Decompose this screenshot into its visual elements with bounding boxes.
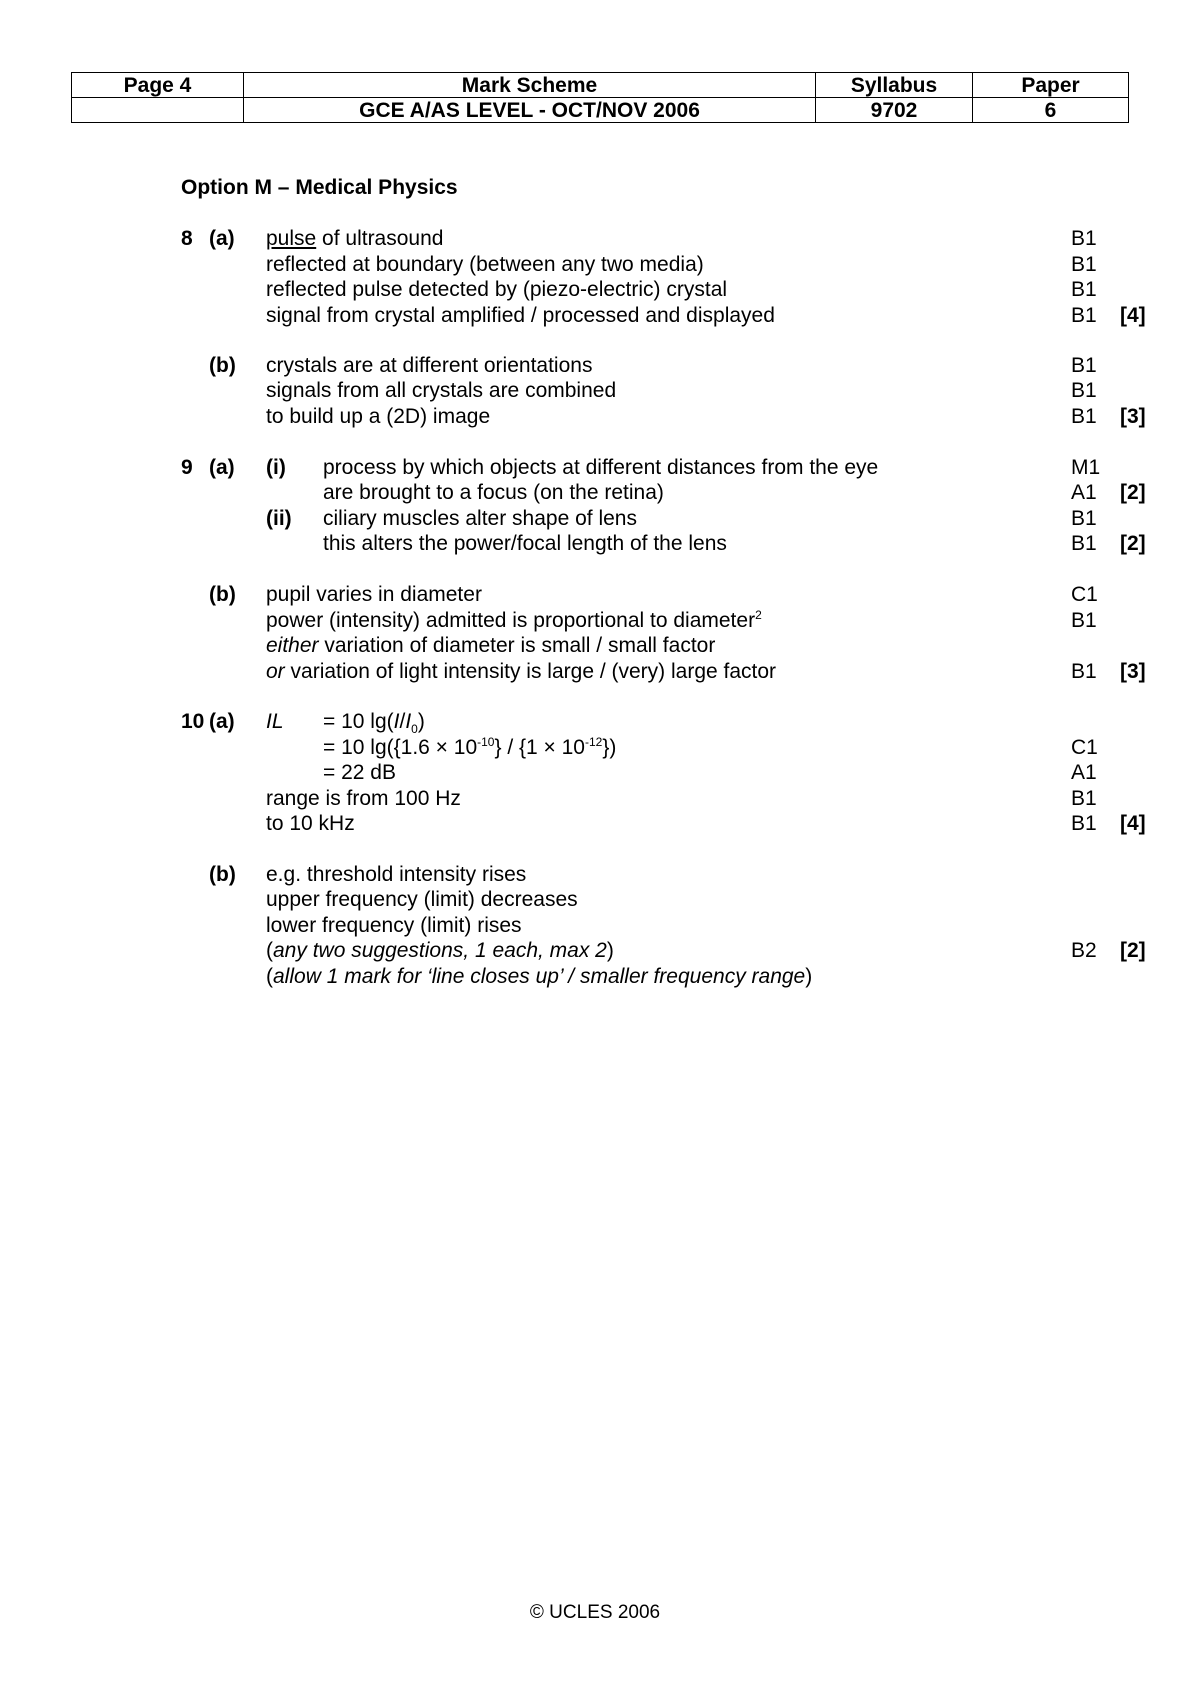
q9b-line-3: either variation of diameter is small / small factor [266, 634, 716, 657]
header-syllabus: Syllabus [816, 73, 973, 98]
header-value-row [72, 98, 1129, 123]
q9a-i-line-1: process by which objects at different distances from the eye [323, 456, 879, 479]
q10-part-b-label: (b) [209, 863, 236, 886]
total-marks: [2] [1120, 481, 1146, 504]
header-paper-number: 6 [973, 98, 1129, 123]
q8b-line-2: signals from all crystals are combined [266, 379, 617, 402]
mark: B1 [1071, 787, 1097, 810]
q8a-line-4: signal from crystal amplified / processed and displayed [266, 304, 775, 327]
question-9-number: 9 [181, 456, 193, 479]
mark: B1 [1071, 253, 1097, 276]
mark: B1 [1071, 812, 1097, 835]
mark: B1 [1071, 660, 1097, 683]
total-marks: [2] [1120, 532, 1146, 555]
total-marks: [2] [1120, 939, 1146, 962]
q9a-sub-ii-label: (ii) [266, 507, 292, 530]
q8a-line-3: reflected pulse detected by (piezo-electric) crystal [266, 278, 728, 301]
mark: B1 [1071, 532, 1097, 555]
header-page-value [72, 98, 244, 123]
mark: B1 [1071, 304, 1097, 327]
total-marks: [4] [1120, 304, 1146, 327]
q9a-ii-line-1: ciliary muscles alter shape of lens [323, 507, 637, 530]
mark: B1 [1071, 227, 1097, 250]
header-syllabus-code: 9702 [816, 98, 973, 123]
mark: B1 [1071, 405, 1097, 428]
question-8-number: 8 [181, 227, 193, 250]
header-mark-scheme: Mark Scheme [244, 73, 816, 98]
q10a-equation-2: = 10 $\lg(\{1.6 \times 10^{-10}\} / \{1 \times 10^{-12}\})$ [323, 735, 617, 759]
mark: B1 [1071, 278, 1097, 301]
header-table [71, 72, 1129, 123]
mark: B1 [1071, 609, 1097, 632]
q9b-line-1: pupil varies in diameter [266, 583, 482, 606]
total-marks: [3] [1120, 660, 1146, 683]
total-marks: [3] [1120, 405, 1146, 428]
q10a-equation-1: = 10 $\lg(I/I_0)$ [323, 710, 425, 737]
mark: A1 [1071, 761, 1097, 784]
footer-copyright: © UCLES 2006 [529, 1602, 661, 1623]
q9-part-a-label: (a) [209, 456, 235, 479]
q10b-line-2: upper frequency (limit) decreases [266, 888, 578, 911]
total-marks: [4] [1120, 812, 1146, 835]
header-label-row [72, 73, 1129, 98]
mark: B1 [1071, 354, 1097, 377]
mark: M1 [1071, 456, 1101, 479]
header-paper: Paper [973, 73, 1129, 98]
mark: A1 [1071, 481, 1097, 504]
q10-part-a-label: (a) [209, 710, 235, 733]
q8a-line-1-underlined: pulse [266, 227, 317, 250]
mark: B2 [1071, 939, 1097, 962]
mark: B1 [1071, 507, 1097, 530]
q9a-ii-line-2: this alters the power/focal length of the lens [323, 532, 727, 555]
q10a-intensity-level-symbol: IL [266, 710, 284, 733]
q8a-line-1: pulse of ultrasound [266, 227, 444, 250]
q8b-line-1: crystals are at different orientations [266, 354, 593, 377]
q10a-range-line-2: to 10 kHz [266, 812, 355, 835]
question-10-number: 10 [181, 710, 205, 733]
q9a-i-line-2: are brought to a focus (on the retina) [323, 481, 664, 504]
mark: B1 [1071, 379, 1097, 402]
q10a-equation-3: = 22 dB [323, 761, 396, 784]
q8-part-a-label: (a) [209, 227, 235, 250]
q9b-line-4: or variation of light intensity is large / (very) large factor [266, 660, 777, 683]
q8a-line-2: reflected at boundary (between any two media) [266, 253, 704, 276]
q10a-range-line-1: range is from 100 Hz [266, 787, 461, 810]
q9a-sub-i-label: (i) [266, 456, 286, 479]
header-page: Page 4 [72, 73, 244, 98]
q8b-line-3: to build up a (2D) image [266, 405, 491, 428]
q9-part-b-label: (b) [209, 583, 236, 606]
mark: C1 [1071, 583, 1098, 606]
q8-part-b-label: (b) [209, 354, 236, 377]
q9b-line-2: power (intensity) admitted is proportional to diameter$^2$ [266, 608, 762, 632]
q10b-line-1: e.g. threshold intensity rises [266, 863, 527, 886]
q10b-line-5: (allow 1 mark for ‘line closes up’ / smaller frequency range) [266, 965, 813, 988]
mark: C1 [1071, 736, 1098, 759]
q10b-line-3: lower frequency (limit) rises [266, 914, 522, 937]
q10b-line-4: (any two suggestions, 1 each, max 2) [266, 939, 614, 962]
header-exam-title: GCE A/AS LEVEL - OCT/NOV 2006 [244, 98, 816, 123]
section-title: Option M – Medical Physics [181, 176, 458, 199]
